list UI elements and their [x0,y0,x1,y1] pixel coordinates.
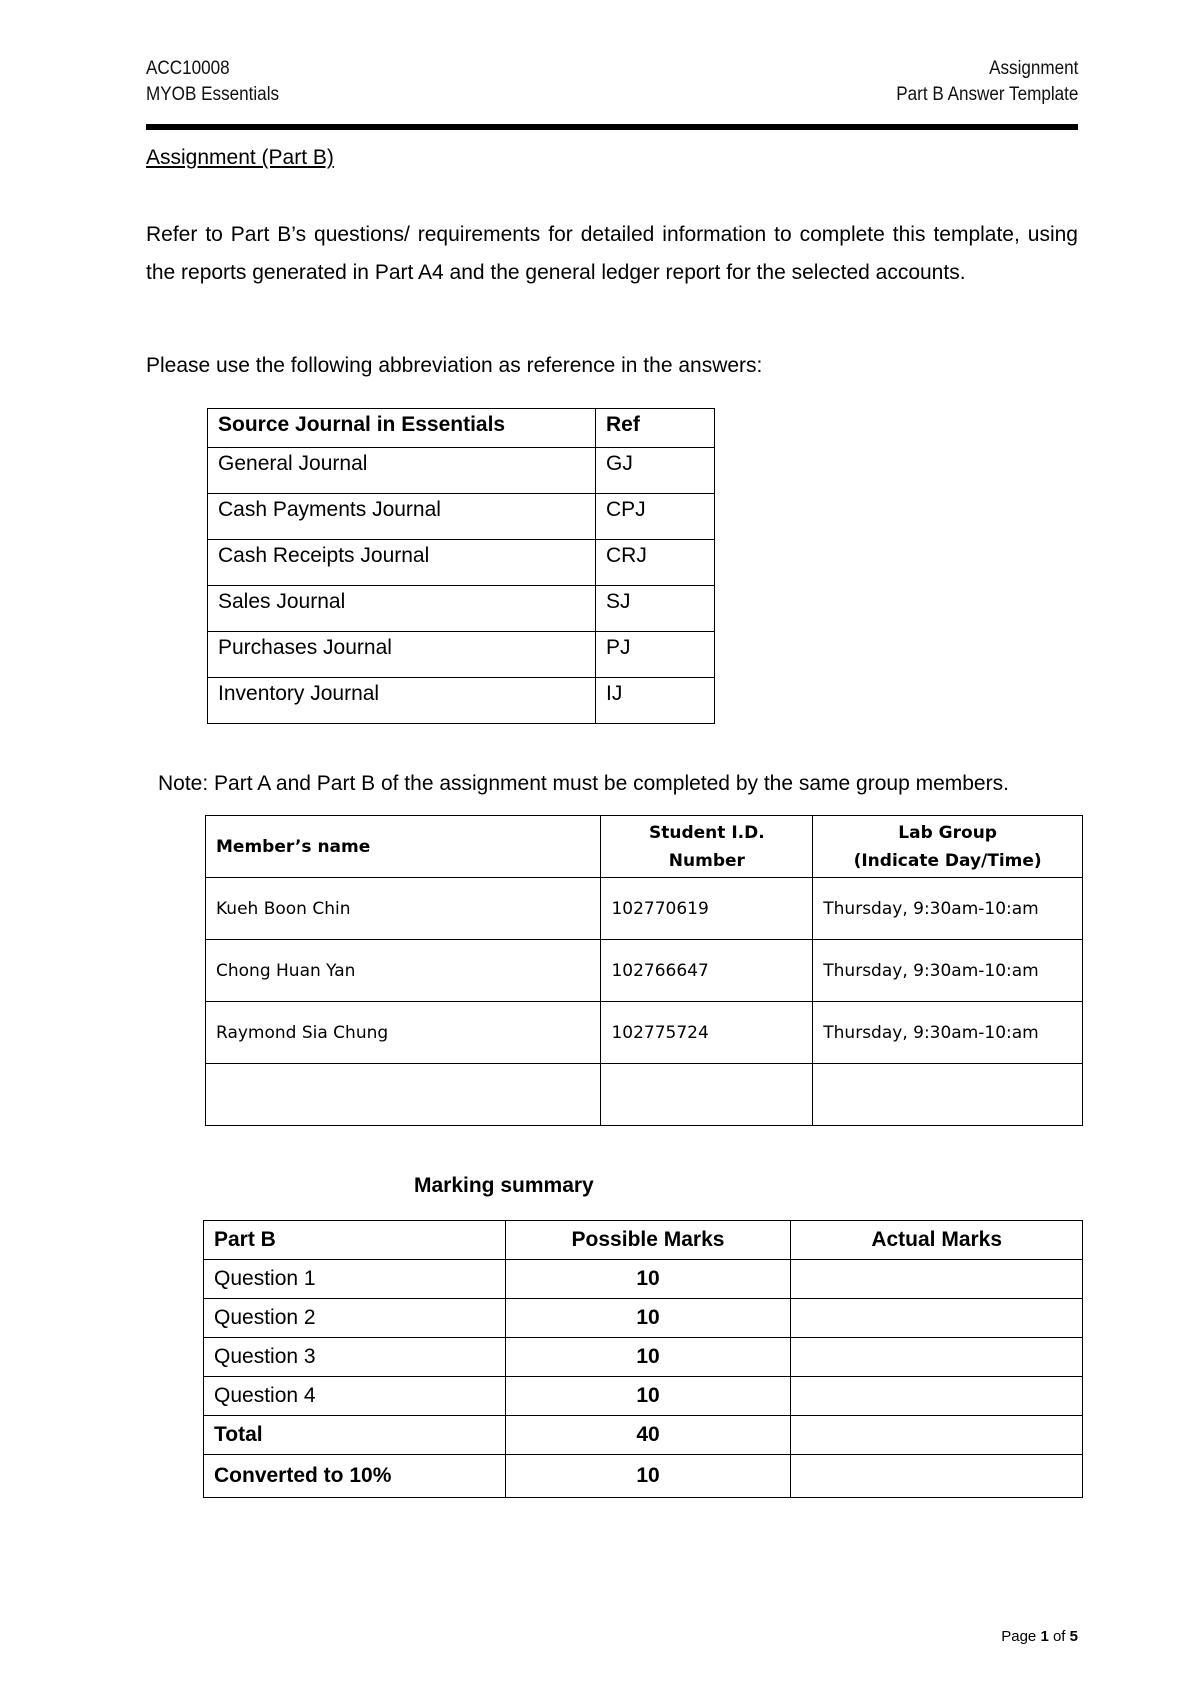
total-possible-marks: 40 [505,1416,791,1455]
question-label: Question 3 [204,1338,506,1377]
table-row [208,540,715,586]
possible-marks: 10 [505,1260,791,1299]
student-id: 102766647 [601,940,813,1002]
page-label: Page [1001,1628,1037,1645]
journal-ref: CPJ [596,494,715,540]
journal-ref: CRJ [596,540,715,586]
possible-marks: 10 [505,1377,791,1416]
actual-marks [791,1299,1083,1338]
journal-ref: PJ [596,632,715,678]
converted-actual-marks [791,1455,1083,1498]
table-row [208,632,715,678]
lab-group: Thursday, 9:30am-10:am [813,878,1083,940]
question-label: Question 4 [204,1377,506,1416]
of-label: of [1052,1628,1066,1645]
journal-ref: SJ [596,586,715,632]
student-id: 102770619 [601,878,813,940]
table-row [204,1260,1083,1299]
instruction-text: Please use the following abbreviation as reference in the answers: [146,354,763,377]
table-row [208,586,715,632]
table-row [208,678,715,724]
members-table [205,815,1083,1126]
header-student-id [601,816,813,878]
member-name: Chong Huan Yan [206,940,601,1002]
lab-group: Thursday, 9:30am-10:am [813,940,1083,1002]
lab-group [813,1064,1083,1126]
student-id: 102775724 [601,1002,813,1064]
table-row [206,1002,1083,1064]
table-row [204,1299,1083,1338]
course-name: MYOB Essentials [146,84,280,105]
table-row [204,1377,1083,1416]
table-header-row [206,816,1083,878]
header-right [896,56,1078,108]
header-student-id-line1: Student I.D. [649,822,765,843]
header-lab-group [813,816,1083,878]
doc-subtitle: Part B Answer Template [895,84,1078,105]
header-lab-group-line2: (Indicate Day/Time) [853,850,1042,871]
journal-name: General Journal [208,448,596,494]
header-left [146,56,279,108]
table-row [208,448,715,494]
journal-name: Inventory Journal [208,678,596,724]
page-title: Assignment (Part B) [146,146,334,169]
header-divider [146,124,1078,130]
actual-marks [791,1377,1083,1416]
journal-name: Purchases Journal [208,632,596,678]
header-possible-marks: Possible Marks [505,1221,791,1260]
question-label: Question 1 [204,1260,506,1299]
journal-name: Sales Journal [208,586,596,632]
total-label: Total [204,1416,506,1455]
possible-marks: 10 [505,1299,791,1338]
table-row-converted [204,1455,1083,1498]
header-source-journal: Source Journal in Essentials [208,409,596,448]
member-name: Raymond Sia Chung [206,1002,601,1064]
intro-paragraph: Refer to Part B’s questions/ requirements for detailed information to complete this template, using the reports generated in Part A4 and the general ledger report for the selected accounts. [146,223,1078,284]
question-label: Question 2 [204,1299,506,1338]
converted-label: Converted to 10% [204,1455,506,1498]
marking-summary-table [203,1220,1083,1498]
total-actual-marks [791,1416,1083,1455]
journal-name: Cash Receipts Journal [208,540,596,586]
page-current: 1 [1040,1628,1049,1645]
course-code: ACC10008 [146,58,230,79]
student-id [601,1064,813,1126]
header-lab-group-line1: Lab Group [898,822,997,843]
header-member-name: Member’s name [206,816,601,878]
page-number [1001,1628,1078,1645]
actual-marks [791,1260,1083,1299]
table-row-total [204,1416,1083,1455]
header-student-id-line2: Number [668,850,745,871]
table-row [206,1064,1083,1126]
table-row [208,494,715,540]
table-row [204,1338,1083,1377]
member-name [206,1064,601,1126]
journal-ref: GJ [596,448,715,494]
source-journal-table [207,408,715,724]
marking-summary-title: Marking summary [414,1174,594,1197]
journal-name: Cash Payments Journal [208,494,596,540]
note-text: Note: Part A and Part B of the assignment must be completed by the same group members. [158,772,1009,795]
header-actual-marks: Actual Marks [791,1221,1083,1260]
table-row [206,878,1083,940]
header-part-b: Part B [204,1221,506,1260]
converted-possible-marks: 10 [505,1455,791,1498]
possible-marks: 10 [505,1338,791,1377]
table-header-row [208,409,715,448]
lab-group: Thursday, 9:30am-10:am [813,1002,1083,1064]
actual-marks [791,1338,1083,1377]
member-name: Kueh Boon Chin [206,878,601,940]
header-ref: Ref [596,409,715,448]
table-row [206,940,1083,1002]
doc-type: Assignment [988,58,1078,79]
journal-ref: IJ [596,678,715,724]
page-total: 5 [1069,1628,1078,1645]
table-header-row [204,1221,1083,1260]
